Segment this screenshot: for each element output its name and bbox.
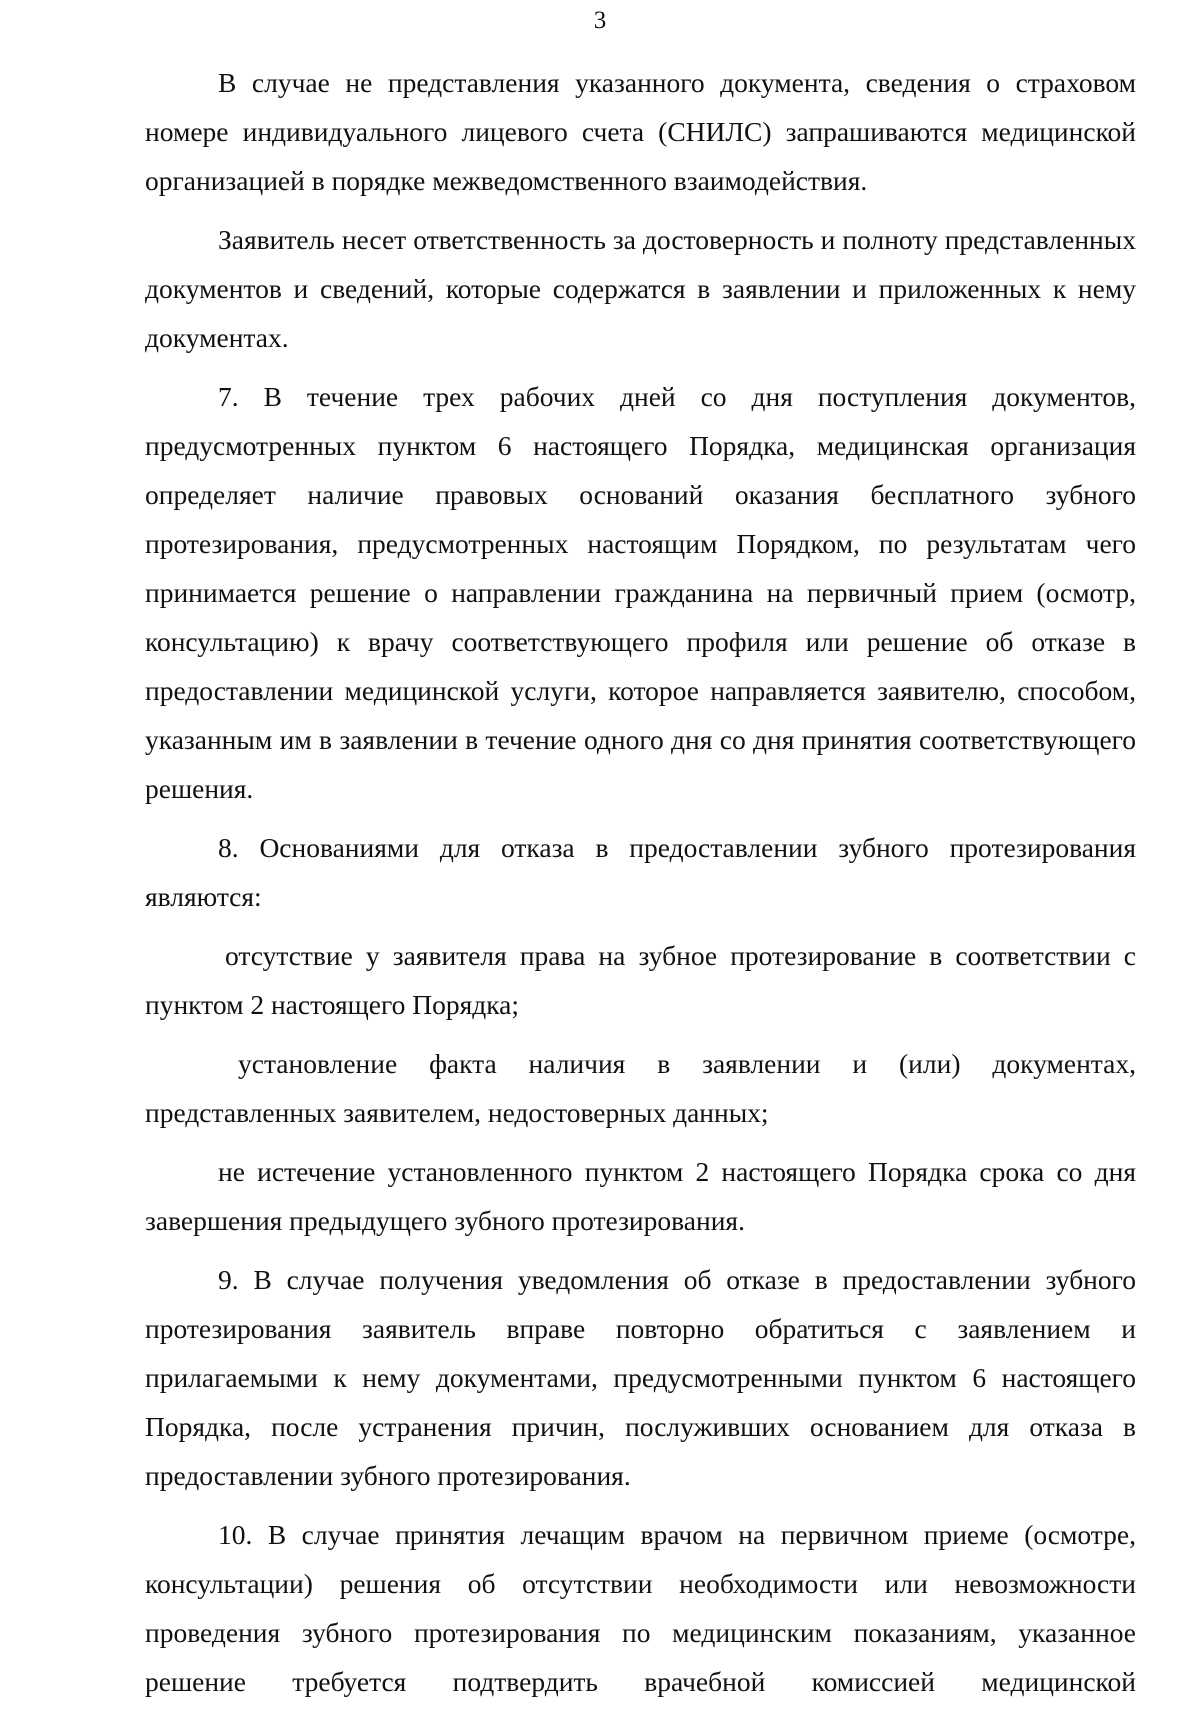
paragraph-9: 9. В случае получения уведомления об отказе в предоставлении зубного протезирования заявитель вправе повторно обратиться с заявлением и прилагаемыми к нему документами, предусмотренными пунктом 6 настоящего Порядка, после устранения причин, послуживших основанием для отказа в предоставлении зубного протезирования. [145, 1264, 1136, 1491]
paragraph-10: 10. В случае принятия лечащим врачом на первичном приеме (осмотре, консультации) решения об отсутствии необходимости или невозможности проведения зубного протезирования по медицинским показаниям, указанное решение требуется подтвердить врачебной комиссией медицинской [145, 1519, 1136, 1697]
paragraph-snils: В случае не представления указанного документа, сведения о страховом номере индивидуального лицевого счета (СНИЛС) запрашиваются медицинской организацией в порядке межведомственного взаимодействия. [145, 67, 1136, 196]
page-number: 3 [593, 7, 607, 34]
paragraph-8: 8. Основаниями для отказа в предоставлении зубного протезирования являются: [145, 832, 1136, 912]
paragraph-7: 7. В течение трех рабочих дней со дня поступления документов, предусмотренных пунктом 6 настоящего Порядка, медицинская организация определяет наличие правовых оснований оказания бесплатного зубного протезирования, предусмотренных настоящим Порядком, по результатам чего принимается решение о направлении гражданина на первичный прием (осмотр, консультацию) к врачу соответствующего профиля или решение об отказе в предоставлении медицинской услуги, которое направляется заявителю, способом, указанным им в заявлении в течение одного дня со дня принятия соответствующего решения. [145, 381, 1136, 804]
paragraph-responsibility: Заявитель несет ответственность за достоверность и полноту представленных документов и сведений, которые содержатся в заявлении и приложенных к нему документах. [145, 224, 1136, 353]
document-body [145, 58, 1136, 1716]
paragraph-8-item-2: установление факта наличия в заявлении и (или) документах, представленных заявителем, недостоверных данных; [145, 1048, 1136, 1128]
paragraph-8-item-3: не истечение установленного пунктом 2 настоящего Порядка срока со дня завершения предыдущего зубного протезирования. [145, 1156, 1136, 1236]
paragraph-8-item-1: отсутствие у заявителя права на зубное протезирование в соответствии с пунктом 2 настоящего Порядка; [145, 940, 1136, 1020]
